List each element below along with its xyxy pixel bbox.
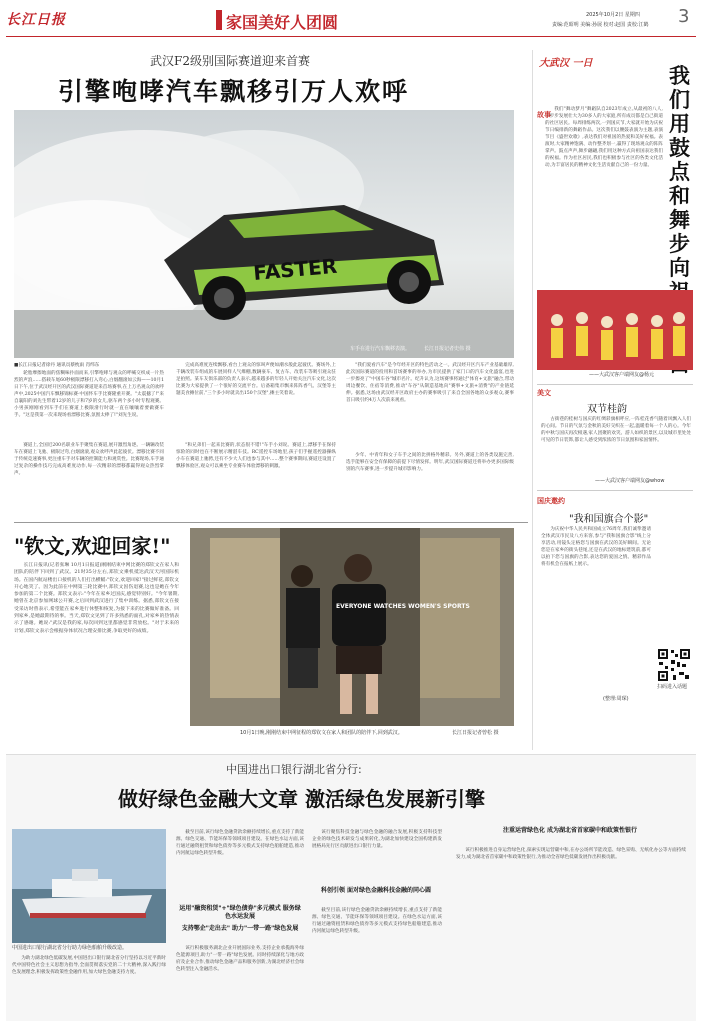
article-col-3: 完成高难度连续飘移,看台上观众的惊叫声便如潮水般此起彼伏。赛场外,上千辆改装车组成的车展同样人气爆棚,数辆豪车、复古车、改装车等吸引观众驻足拍照。某车友俱乐部的负责人表示,越来越多的年轻人开始关注汽车文化,这次比赛为大家提供了一个很好的交流平台。后备箱集市飘来阵阵香气。汉堡等主题美食摊位前,"三个多小时就卖出150个汉堡",摊主笑着说。	[176, 363, 336, 396]
drum-dance-photo	[537, 290, 693, 370]
bank-col-5: 该行积极推进自身运营绿色化,探索实现运营碳中和,在办公场所节能改造、绿色采购、无纸化办公等方面持续发力,成为湖北省首家碳中和政策性银行,为推动全省绿色低碳发展作出积极贡献。	[456, 848, 686, 860]
column-logo: 大武汉 一日	[539, 58, 593, 69]
story-credit: ——大武汉客户端网友@杨元	[589, 372, 655, 378]
section-divider	[14, 522, 528, 523]
invite-credit: (整理:周琛)	[603, 696, 629, 702]
bank-col-4b: 截至目前,该行绿色金融贷款余额持续增长,重点支持了新能源、绿色交通、节能环保等领域项目建设。在绿色水运方面,该行通过融资租赁和绿色债券等多元模式支持绿色船舶建造,推动内河航运绿色转型升级。	[312, 908, 442, 934]
invite-body: 为庆祝中华人民共和国成立76周年,我们诚挚邀请全体武汉市民及八方来客,参与"我和国旗合影"线上分享活动,用镜头定格您与国旗在武汉的美好瞬间。无论您是在家乡的街头巷尾,还是在武汉的地标建筑前,都可以拍下您与国旗的合影,表达您的爱国之情。精彩作品将有机会在报纸上展示。	[541, 527, 651, 567]
photo-caption: 车手在进行汽车飘移表演。	[350, 346, 411, 352]
dance-illustration	[537, 290, 693, 370]
airport-illustration	[190, 528, 514, 726]
bank-section	[6, 754, 696, 1021]
bank-col-3: 该行积极服务湖北企业开展国际业务,支持企业承揽海外绿色能源项目,助力"一带一路"绿色发展。同时持续深化与地方政府及企业合作,推动绿色金融产品和服务创新,为湖北经济社会绿色转型注入金融活水。	[176, 946, 304, 972]
ship-photo	[12, 829, 166, 943]
bank-subhead-3: 科创引领 面对绿色金融科技金融的同心圆	[320, 887, 432, 894]
right-divider-1	[537, 384, 693, 385]
article-col-5: "我们爱看汽车"是今年经开区的特色活动之一。武汉经开区汽车产业基础雄厚,此次国际赛道的投用和首场赛事的举办,为市民提供了家门口的汽车文化盛宴,也进一步擦亮了"中国车谷"城市名片。纪升认为,这场赛事将通过"体育+文旅"融合,带动周边餐饮、住宿等消费,推动"车谷"从制造基地向"赛事+文旅+消费"的产业链延伸。据悉,这场由武汉经开区政府主办的赛事吸引了来自全国各地的众多观众,赛事首日吸引约4万人次前来观看。	[346, 363, 514, 403]
article-kicker: 武汉F2级别国际赛道迎来首赛	[150, 54, 310, 68]
bank-kicker: 中国进出口银行湖北省分行:	[226, 763, 362, 776]
bank-col-2: 截至目前,该行绿色金融贷款余额持续增长,重点支持了新能源、绿色交通、节能环保等领域项目建设。在绿色水运方面,该行通过融资租赁和绿色债券等多元模式支持绿色船舶建造,推动内河航运绿色转型升级。	[176, 830, 304, 856]
qr-code-icon	[657, 648, 691, 682]
drift-illustration	[14, 110, 514, 358]
shirt-text: EVERYONE WATCHES WOMEN'S SPORTS	[336, 603, 470, 610]
bank-subhead-2: 支持鄂企"走出去" 助力"一带一路"绿色发展	[181, 925, 299, 932]
drift-photo	[14, 110, 514, 358]
essay-title: 双节桂韵	[587, 404, 627, 415]
qinwen-photo-credit: 长江日报记者曾松 摄	[452, 730, 499, 736]
qinwen-body: 长江日报讯(记者张琳 10月1日报道)刚刚结束中网比赛的郑钦文在家人和团队的陪伴下回到了武汉。21时35分左右,郑钦文乘机抵达武汉天河国际机场。在国内航站楼出口接机的人们打出横幅:"钦文,欢迎回家!"接过鲜花,郑钦文开心地笑了。因为此前在中网第三轮比赛中,郑钦文因伤退赛,这也是她在今年参加的第二个比赛。郑钦文表示:"今年在家乡过国庆,感觉特别好。"今年暑期,她曾在北京参加网球公开赛,之后回到武汉进行了集中训练。据悉,郑钦文在接受采访时曾表示,希望能在家乡进行休整和恢复,为接下来的比赛做好准备。回到家乡,是她最期待的事。当天,郑钦文见到了许多熟悉的面孔,对家乡的热情表示了感谢。她说:"武汉是我的家,每次回到这里都感觉非常放松。"对于未来的计划,郑钦文表示会根据身体状况合理安排比赛,争取更好的成绩。	[14, 563, 179, 634]
right-divider-2	[537, 490, 693, 491]
article-headline: 引擎咆哮汽车飘移引万人欢呼	[58, 77, 410, 106]
article-racing	[0, 40, 528, 520]
section-title: 家国美好人团圆	[226, 13, 339, 32]
story-body: 我们"舞动梦月"舞蹈队自2023年成立,从最初的八人,一步步发展壮大为30多人的大家庭,所有成员都是自己街道的社区居民。每周排练两次,一到国庆节,大家就开始为庆祝节日编排新的舞蹈作品。这次我们以腰鼓表演为主题,表演节目《盛世欢歌》,表达我们对祖国的热爱和美好祝福。表演时,大家精神饱满、动作整齐划一,赢得了现场观众的阵阵掌声。鼓点声声,舞步翩翩,我们用这种方式向祖国表达我们的祝福。作为社区居民,我们也积极参与社区的各类文化活动,为丰富居民的精神文化生活贡献自己的一份力量。	[545, 107, 663, 168]
airport-photo	[190, 528, 514, 726]
tag-story: 故事	[537, 111, 551, 119]
svg-text:FASTER: FASTER	[252, 253, 339, 285]
right-column	[532, 50, 697, 750]
date-line: 2025年10月2日 星期四	[586, 12, 640, 18]
bank-headline: 做好绿色金融大文章 激活绿色发展新引擎	[118, 787, 485, 811]
qr-caption: 扫码进入话题	[657, 684, 688, 690]
article-col-2: 赛道上,全国近200名职业车手聚集在赛道,展开激烈角逐。一辆辆改装车在赛道上飞驰、极限过弯,白烟滚滚,观众欢呼声此起彼伏。漂移比赛不同于传统竞速赛事,更注重车手对车辆的控制能力和观赏性。比赛现场,车手通过复杂的操作技巧完成高难度动作,每一次精彩的漂移都赢得观众热烈掌声。	[14, 443, 164, 476]
ship-illustration	[12, 829, 166, 943]
qinwen-headline: "钦文,欢迎回家!"	[14, 534, 171, 558]
article-col-6: 少年、中青年和女子车手之间的比拼格外精彩。另外,赛道上的各类设施完善,选手能够在安全有保障的前提下尽情发挥。明年,武汉国际赛道还将举办更多国际级别的汽车赛事,进一步提升城市影响力。	[346, 453, 514, 472]
essay-body: 古街巷的桂树与国庆的红绸彩旗相呼应,一阵桂花香气随着风飘入人们的心间。节日的气氛与金秋的美好交织在一起,温暖着每一个人的心。今年的中秋与国庆再次相遇,家人团聚的欢笑、游人如织的景区,以及城市里处处可见的节日装饰,都让人感受到浓浓的节日氛围和家国情怀。	[541, 417, 691, 443]
article-col-4: "和兄弟们一起来比赛的,状态很不错!"车手小刘说。赛道上,漂移手在保持惊险的同时也在不断展示精湛车技。RC遥控车场地里,孩子们手握遥控器操纵小车在赛道上驰骋,还有不少大人们也参与其中……整个赛事期间,赛道还设置了飘移体验区,观众可以乘坐专业赛车体验漂移的刺激。	[176, 443, 336, 469]
article-col-1: 轮胎摩擦地面的焦糊味扑面而来,引擎咆哮与观众的呼喊交织成一片热烈的声浪……搭载车尾60秒极限漂移打入弯心,白烟翻滚如云海——10月1日下午,位于武汉经开区的武汉国际赛道迎来首场赛事,在上万名观众的欢呼声中,2025中国汽车飘移锦标赛·中国怀车手比赛隆重开赛。"太震撼了!"来自襄阳的刘先生带着12岁的儿子和7岁的女儿,驱车两个多小时专程观赛。小男孩刚刚看到车手们在赛道上极限滑行时就一直在嚷嚷着要做赛车手。"这是我第一次来现场看漂移比赛,氛围太棒了!"刘先生说。	[14, 371, 164, 418]
bank-subhead-1: 运用"融资租赁"+"绿色债券"多元模式 服务绿色水运发展	[179, 905, 301, 920]
qr-code[interactable]	[657, 648, 691, 682]
essay-credit: ——大武汉客户端网友@whow	[595, 478, 665, 484]
right-headline: 我们用鼓点和舞步向	[669, 63, 690, 280]
ship-caption: 中国进出口银行湖北省分行助力绿色船舶升级改造。	[12, 945, 128, 951]
article-qinwen	[0, 524, 528, 752]
bank-col-1: 为助力湖北绿色低碳发展,中国进出口银行湖北省分行坚持以习近平新时代中国特色社会主义思想为指导,全面贯彻落实党的二十大精神,深入践行绿色发展理念,积极发挥政策性金融作用,加大绿色金融支持力度。	[12, 956, 166, 975]
qinwen-photo-caption: 10月1日晚,刚刚结束中网征程的郑钦文在家人和团队的陪伴下,回到武汉。	[240, 730, 403, 736]
invite-title: "我和国旗合个影"	[569, 514, 649, 525]
bank-subhead-4: 注重运营绿色化 成为湖北省首家碳中和政策性银行	[502, 827, 638, 834]
masthead	[0, 0, 702, 38]
page-number: 3	[678, 6, 690, 27]
newspaper-logo: 长江日报	[6, 12, 66, 28]
tag-invite: 国庆邀约	[537, 497, 565, 505]
section-bar	[216, 10, 222, 30]
masthead-rule	[6, 36, 696, 37]
tag-essay: 美文	[537, 389, 551, 397]
article-byline: ■长江日报记者徐丹 通讯员蔡枕雨 肖纬东	[14, 363, 100, 368]
bank-col-4: 该行聚焦科技金融与绿色金融的融合发展,积极支持科技型企业的绿色技术研发与成果转化,为湖北加快建设全国构建新发展格局先行区贡献进出口银行力量。	[312, 830, 442, 849]
photo-credit: 长江日报记者史伟 摄	[424, 346, 471, 352]
editor-line: 责编:范昭明 美编:孙展 校对:赵国 责校:江鹤	[552, 22, 649, 28]
